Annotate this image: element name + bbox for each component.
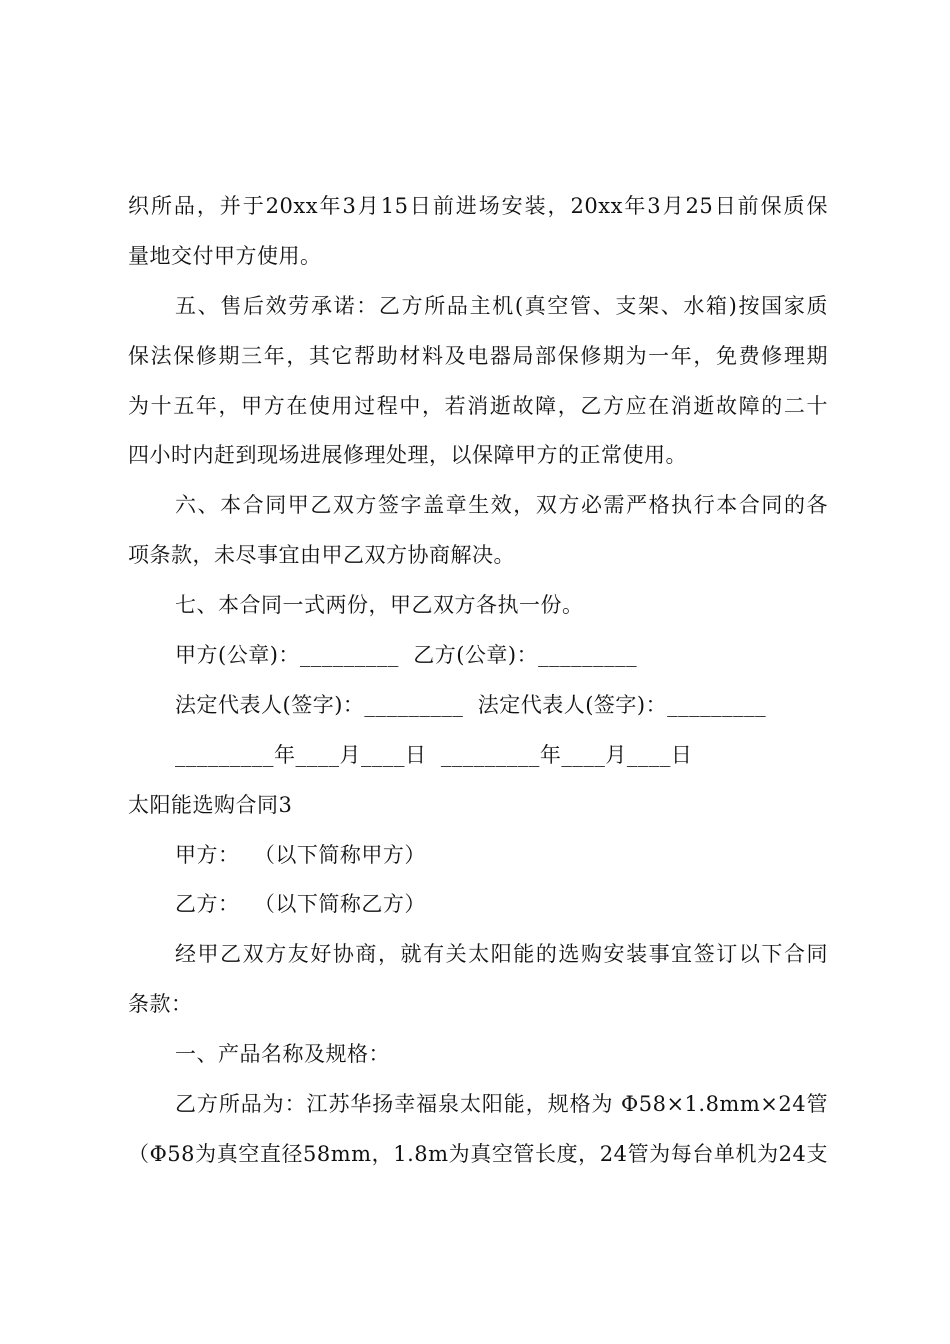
contract-title: 太阳能选购合同3	[128, 793, 293, 817]
text-line: 五、售后效劳承诺：乙方所品主机(真空管、支架、水箱)按国家质	[175, 294, 828, 318]
section-heading: 一、产品名称及规格：	[175, 1042, 390, 1066]
text-line: 七、本合同一式两份，甲乙双方各执一份。	[175, 593, 584, 617]
text-line: 织所品，并于20xx年3月15日前进场安装，20xx年3月25日前保质保	[128, 194, 828, 218]
text-line: 项条款，未尽事宜由甲乙双方协商解决。	[128, 543, 515, 567]
text-line: 经甲乙双方友好协商，就有关太阳能的选购安装事宜签订以下合同	[175, 942, 828, 966]
party-a-line: 甲方： （以下简称甲方）	[175, 843, 426, 867]
text-line: 量地交付甲方使用。	[128, 244, 322, 268]
text-line: 乙方所品为：江苏华扬幸福泉太阳能，规格为 Φ58×1.8mm×24管	[175, 1092, 828, 1116]
signature-line-representative: 法定代表人(签字)：_________ 法定代表人(签字)：_________	[175, 693, 767, 717]
party-b-line: 乙方： （以下简称乙方）	[175, 892, 426, 916]
text-line: 保法保修期三年，其它帮助材料及电器局部保修期为一年，免费修理期	[128, 344, 828, 368]
signature-line-date: _________年____月____日 _________年____月____日	[175, 743, 693, 767]
text-line: 条款：	[128, 992, 193, 1016]
text-line: 四小时内赶到现场进展修理处理，以保障甲方的正常使用。	[128, 443, 687, 467]
text-line: （Φ58为真空直径58mm，1.8m为真空管长度，24管为每台单机为24支	[128, 1142, 828, 1166]
text-line: 六、本合同甲乙双方签字盖章生效，双方必需严格执行本合同的各	[175, 493, 828, 517]
text-line: 为十五年，甲方在使用过程中，若消逝故障，乙方应在消逝故障的二十	[128, 394, 828, 418]
signature-line-party: 甲方(公章)：_________ 乙方(公章)：_________	[175, 643, 638, 667]
